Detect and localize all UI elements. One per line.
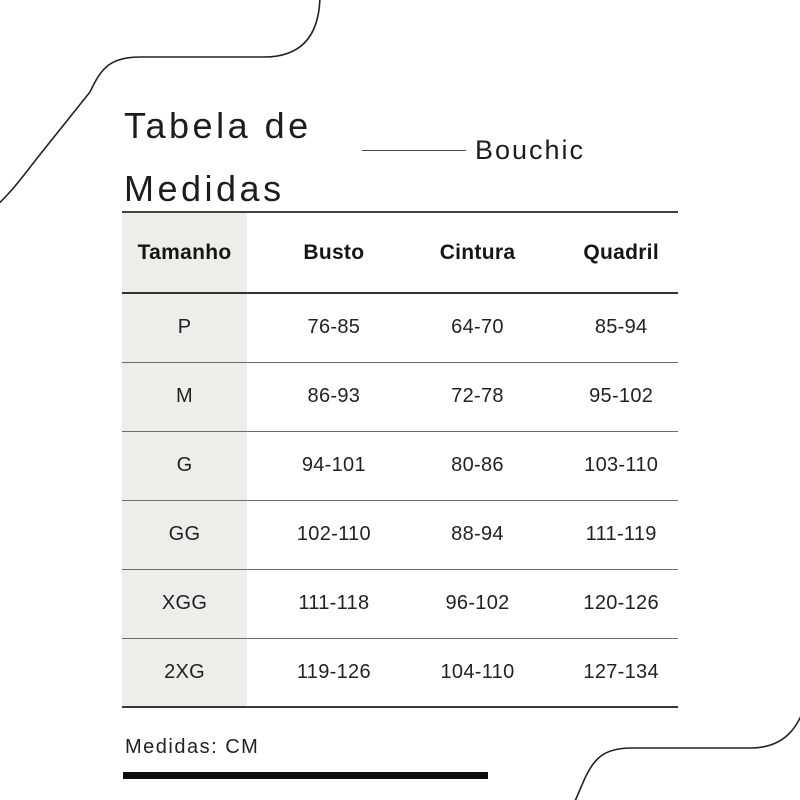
busto-cell: 119-126 (247, 638, 391, 707)
quadril-cell: 103-110 (534, 431, 678, 500)
cintura-cell: 80-86 (391, 431, 535, 500)
busto-cell: 94-101 (247, 431, 391, 500)
page-title-line1: Tabela de (124, 105, 312, 146)
cintura-cell: 72-78 (391, 362, 535, 431)
brand-divider-line (362, 150, 466, 151)
table-row (122, 431, 678, 500)
column-header-tamanho: Tamanho (122, 212, 247, 293)
size-cell: GG (122, 500, 247, 569)
table-row (122, 293, 678, 362)
table-header-row (122, 212, 678, 293)
measure-unit-note: Medidas: CM (125, 736, 260, 758)
brand-group (362, 136, 585, 164)
page-title-line2: Medidas (124, 168, 285, 209)
brand-name: Bouchic (475, 134, 586, 165)
size-cell: XGG (122, 569, 247, 638)
column-header-quadril: Quadril (534, 212, 678, 293)
busto-cell: 86-93 (247, 362, 391, 431)
decorative-curve-bottom-right (572, 704, 800, 800)
column-header-busto: Busto (247, 212, 391, 293)
quadril-cell: 120-126 (534, 569, 678, 638)
quadril-cell: 85-94 (534, 293, 678, 362)
table-row (122, 362, 678, 431)
page-title (124, 94, 312, 220)
table-row (122, 500, 678, 569)
size-cell: 2XG (122, 638, 247, 707)
cintura-cell: 64-70 (391, 293, 535, 362)
cintura-cell: 96-102 (391, 569, 535, 638)
busto-cell: 102-110 (247, 500, 391, 569)
quadril-cell: 95-102 (534, 362, 678, 431)
table-row (122, 569, 678, 638)
table-row (122, 638, 678, 707)
bottom-underline-bar (123, 772, 488, 779)
size-cell: M (122, 362, 247, 431)
quadril-cell: 127-134 (534, 638, 678, 707)
size-cell: G (122, 431, 247, 500)
quadril-cell: 111-119 (534, 500, 678, 569)
busto-cell: 111-118 (247, 569, 391, 638)
column-header-cintura: Cintura (391, 212, 535, 293)
cintura-cell: 104-110 (391, 638, 535, 707)
busto-cell: 76-85 (247, 293, 391, 362)
size-table (122, 211, 678, 708)
size-cell: P (122, 293, 247, 362)
cintura-cell: 88-94 (391, 500, 535, 569)
